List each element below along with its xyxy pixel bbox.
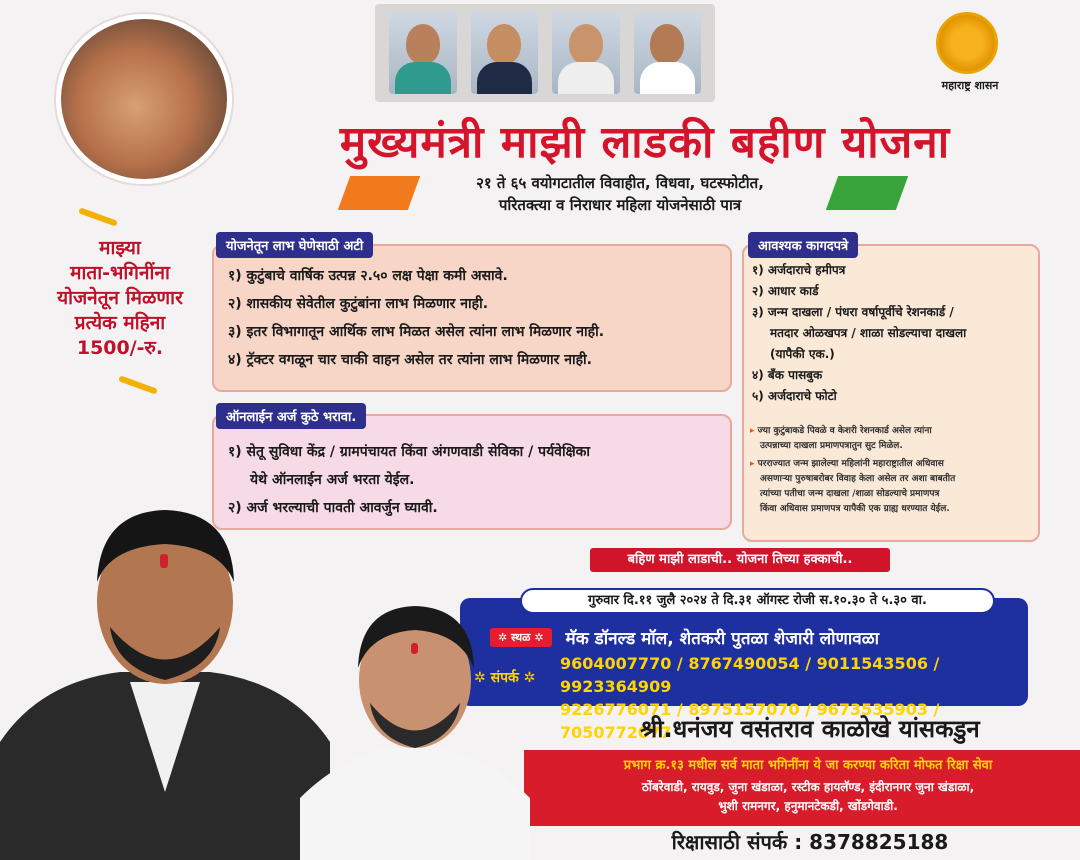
note-text: असणाऱ्या पुरुषाबरोबर विवाह केला असेल तर अशा बाबतीत: [760, 474, 956, 484]
decorative-ray: [78, 207, 118, 226]
decorative-orange-bar: [338, 176, 420, 210]
leader-photo: [552, 12, 620, 94]
decorative-ray: [118, 375, 158, 394]
decorative-green-bar: [826, 176, 908, 210]
maharashtra-emblem-icon: [936, 12, 998, 74]
note-line: [750, 457, 1035, 472]
area-line: ठोंबरेवाडी, रायवुड, जुना खंडाळा, रस्टीक हायलॅण्ड, इंदीरानगर जुना खंडाळा,: [641, 780, 975, 794]
venue-label: ✲ स्थळ ✲: [490, 628, 552, 647]
sponsor-name: श्री.धनंजय वसंतराव काळोखे यांसकडुन: [640, 715, 980, 743]
benefit-line: प्रत्येक महिना: [74, 312, 166, 334]
tagline-banner: बहिण माझी लाडाची.. योजना तिच्या हक्काची..: [590, 548, 890, 572]
venue-text: मॅक डॉनल्ड मॉल, शेतकरी पुतळा शेजारी लोणावळा: [565, 629, 880, 649]
benefit-line: माझ्या: [99, 237, 141, 259]
rickshaw-heading: प्रभाग क्र.१३ मधील सर्व माता भगिनींना ये जा करण्या करिता मोफत रिक्षा सेवा: [623, 758, 993, 773]
contact-label: ✲ संपर्क ✲: [474, 670, 536, 686]
leader-photo: [471, 12, 539, 94]
condition-item: २) शासकीय सेवेतील कुटुंबांना लाभ मिळणार नाही.: [228, 296, 489, 312]
document-item: मतदार ओळखपत्र / शाळा सोडल्याचा दाखला: [770, 326, 967, 340]
online-item: येथे ऑनलाईन अर्ज भरता येईल.: [250, 472, 415, 488]
conditions-heading: योजनेतून लाभ घेणेसाठी अटी: [216, 232, 373, 258]
phone-line: 9604007770 / 8767490054 / 9011543506 / 9923364909: [560, 654, 940, 696]
online-heading: ऑनलाईन अर्ज कुठे भरावा.: [216, 403, 366, 429]
online-item: १) सेतू सुविधा केंद्र / ग्रामपंचायत किंवा अंगणवाडी सेविका / पर्यवेक्षिका: [228, 444, 591, 460]
document-item: १) अर्जदाराचे हमीपत्र: [752, 263, 846, 277]
documents-note: [750, 424, 1035, 517]
leader-photo: [634, 12, 702, 94]
note-line: [750, 424, 1035, 439]
condition-item: १) कुटुंबाचे वार्षिक उत्पन्न २.५० लक्ष पेक्षा कमी असावे.: [228, 268, 508, 284]
sponsor-photo: [0, 492, 330, 860]
online-item: २) अर्ज भरल्याची पावती आवर्जुन घ्यावी.: [228, 500, 438, 516]
condition-item: ३) इतर विभागातून आर्थिक लाभ मिळत असेल त्यांना लाभ मिळणार नाही.: [228, 324, 605, 340]
leaders-photo-strip: [375, 4, 715, 102]
condition-item: ४) ट्रॅक्टर वगळून चार चाकी वाहन असेल तर त्यांना लाभ मिळणार नाही.: [228, 352, 592, 368]
leader-photo: [389, 12, 457, 94]
subtitle-line: परितक्त्या व निराधार महिला योजनेसाठी पात्र: [498, 196, 742, 214]
subtitle-line: २१ ते ६५ वयोगटातील विवाहीत, विधवा, घटस्फोटीत,: [476, 174, 764, 192]
emblem-label: महाराष्ट्र शासन: [941, 79, 999, 92]
document-item: ३) जन्म दाखला / पंधरा वर्षापूर्वीचे रेशनकार्ड /: [752, 305, 954, 319]
documents-heading: आवश्यक कागदपत्रे: [748, 232, 858, 258]
note-text: किंवा अधिवास प्रमाणपत्र यापैकी एक ग्राह्य धरण्यात येईल.: [760, 504, 950, 514]
scheme-title: मुख्यमंत्री माझी लाडकी बहीण योजना: [339, 117, 951, 168]
second-person-photo: [300, 598, 530, 860]
venue-row: [490, 626, 1030, 649]
document-item: (यापैकी एक.): [770, 347, 835, 361]
documents-list: [752, 260, 1037, 407]
rickshaw-contact: रिक्षासाठी संपर्क : 8378825188: [671, 830, 949, 854]
area-line: भुशी रामनगर, हनुमानटेकडी, खोंडगेवाडी.: [718, 799, 898, 813]
document-item: २) आधार कार्ड: [752, 284, 819, 298]
conditions-list: [228, 262, 728, 374]
eligibility-subtitle: [410, 172, 830, 216]
document-item: ५) अर्जदाराचे फोटो: [752, 389, 837, 403]
note-text: ज्या कुटुंबाकडे पिवळे व केशरी रेशनकार्ड असेल त्यांना: [757, 426, 932, 436]
note-text: त्यांच्या पतीचा जन्म दाखला /शाळा सोडल्याचे प्रमाणपत्र: [760, 489, 940, 499]
note-text: परराज्यात जन्म झालेल्या महिलांनी महाराष्ट्रातील अधिवास: [757, 459, 944, 469]
monthly-benefit-text: [40, 236, 200, 361]
women-group-photo: [56, 14, 232, 184]
document-item: ४) बँक पासबुक: [752, 368, 823, 382]
phone-line: 9226776071 / 8975157070 / 9673535903 / 7050772077: [560, 700, 940, 742]
event-date: गुरुवार दि.११ जुलै २०२४ ते दि.३१ ऑगस्ट रोजी स.१०.३० ते ५.३० वा.: [520, 588, 995, 614]
benefit-line: योजनेतून मिळणार: [57, 287, 183, 309]
benefit-line: माता-भगिनींना: [70, 262, 170, 284]
note-text: उत्पन्नाच्या दाखला प्रमाणपत्रातुन सुट मिळेल.: [760, 441, 903, 451]
bullet-icon: ▸: [750, 426, 758, 436]
bullet-icon: ▸: [750, 459, 758, 469]
benefit-amount: 1500/-रु.: [76, 337, 164, 359]
rickshaw-areas: [548, 778, 1068, 816]
